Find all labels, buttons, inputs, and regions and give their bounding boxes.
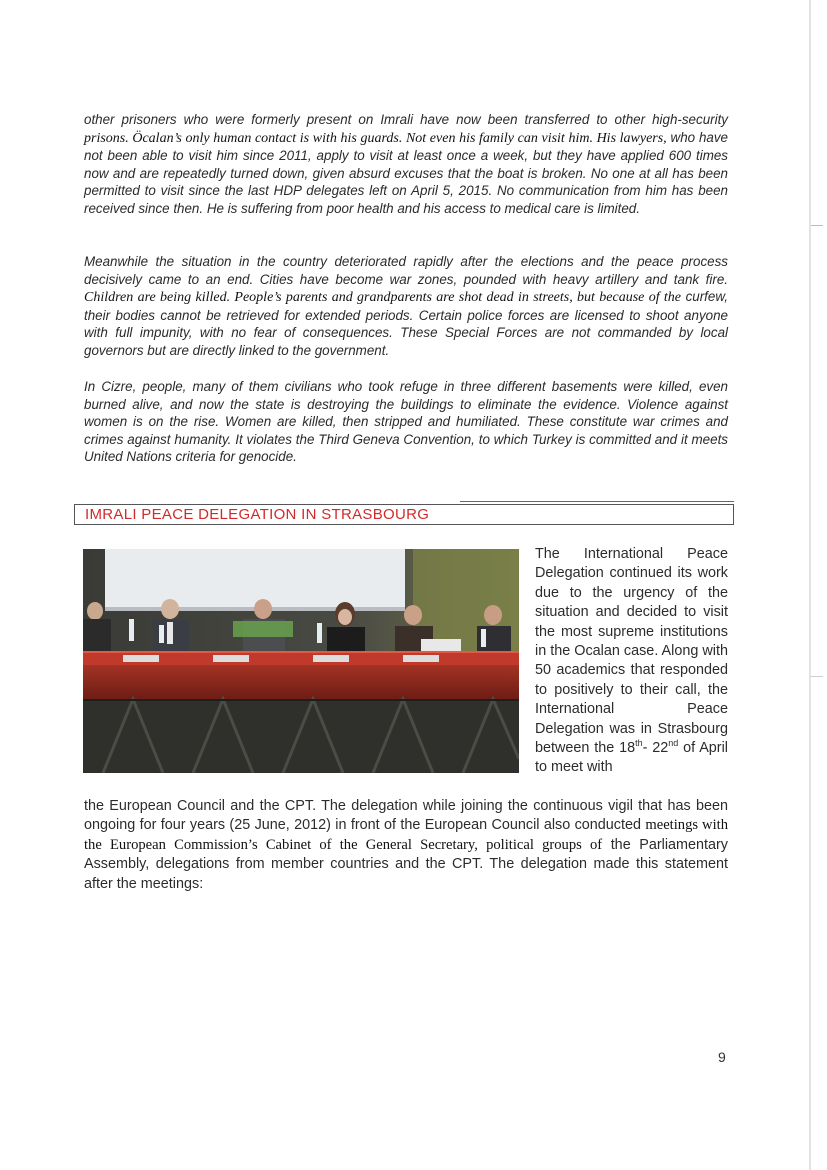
- section-text: the Parliamentary Assembly, delegations from member countries and the CPT. The delegation made this statement after the meetings:: [84, 836, 728, 892]
- paragraph-situation: [84, 253, 728, 360]
- margin-mark: [811, 676, 823, 677]
- section-text: The International Peace Delegation continued its work due to the urgency of the situation and decided to visit the most supreme institutions in the Ocalan case. Along with 50 academics that responded to positively to their call, the International Peace Delegation was in Strasbourg between the: [535, 546, 728, 757]
- section-top-rule: [460, 501, 734, 502]
- paragraph-text: In Cizre, people, many of them civilians who took refuge in three different basements were killed, even burned alive, and now the state is destroying the buildings to eliminate the evidence. Violence against women is on the rise. Women are killed, then stripped and humiliated. These constitute war crimes and crimes against humanity. It violates the Third Geneva Convention, to which Turkey is committed and it meets United Nations criteria for genocide.: [84, 379, 728, 465]
- paragraph-text: curfew, their bodies cannot be retrieved for extended periods. Certain police forces are licensed to shoot anyone with full impunity, with no fear of consequences. These Special Forces are not commanded by local governors but are directly linked to the government.: [84, 289, 728, 358]
- paragraph-text-serif: Children are being killed. People’s parents and grandparents are shot dead in streets, but because of the: [84, 290, 682, 306]
- section-text: the European Council and the CPT. The delegation while joining the continuous vigil that has been ongoing for four years (25 June, 2012) in front of the European Council also conducted: [84, 798, 728, 834]
- paragraph-text: who have not been able to visit him since 2011, apply to visit at least once a week, but they have applied 600 times now and are repeatedly turned down, given absurd excuses that the boat is broken. No one at all has been permitted to visit since the last HDP delegates left on April 5, 2015. No communication from him has been received since then. He is suffering from poor health and his access to medical care is limited.: [84, 129, 728, 216]
- section-title: IMRALI PEACE DELEGATION IN STRASBOURG: [85, 506, 430, 523]
- paragraph-text-serif: prisons. Öcalan’s only human contact is with his guards. Not even his family can visit him. His lawyers,: [84, 130, 667, 146]
- date-end: 22: [652, 740, 669, 757]
- page-number: 9: [718, 1049, 726, 1065]
- date-start: 18: [619, 740, 636, 757]
- section-text-serif: meetings with the European Commission’s Cabinet of the General Secretary, political groups of: [84, 817, 728, 853]
- section-body-wrap: [535, 545, 728, 778]
- section-header: [74, 504, 734, 525]
- delegation-photo: [83, 549, 519, 773]
- paragraph-text: Meanwhile the situation in the country deteriorated rapidly after the elections and the peace process decisively came to an end. Cities have become war zones, pounded with heavy artillery and tank fire.: [84, 254, 728, 287]
- section-body-full: [84, 797, 728, 894]
- date-separator: -: [642, 740, 648, 757]
- section-text-tail: of April to meet with: [535, 740, 728, 776]
- date-end-suffix: nd: [668, 738, 679, 749]
- date-start-suffix: th: [635, 738, 643, 749]
- paragraph-text: other prisoners who were formerly present on Imrali have now been transferred to other high-security: [84, 112, 728, 127]
- margin-mark: [811, 225, 823, 226]
- page-edge-line: [809, 0, 811, 1170]
- conference-photo-illustration: [83, 549, 519, 773]
- paragraph-cizre: [84, 378, 728, 466]
- paragraph-prisoners: [84, 111, 728, 218]
